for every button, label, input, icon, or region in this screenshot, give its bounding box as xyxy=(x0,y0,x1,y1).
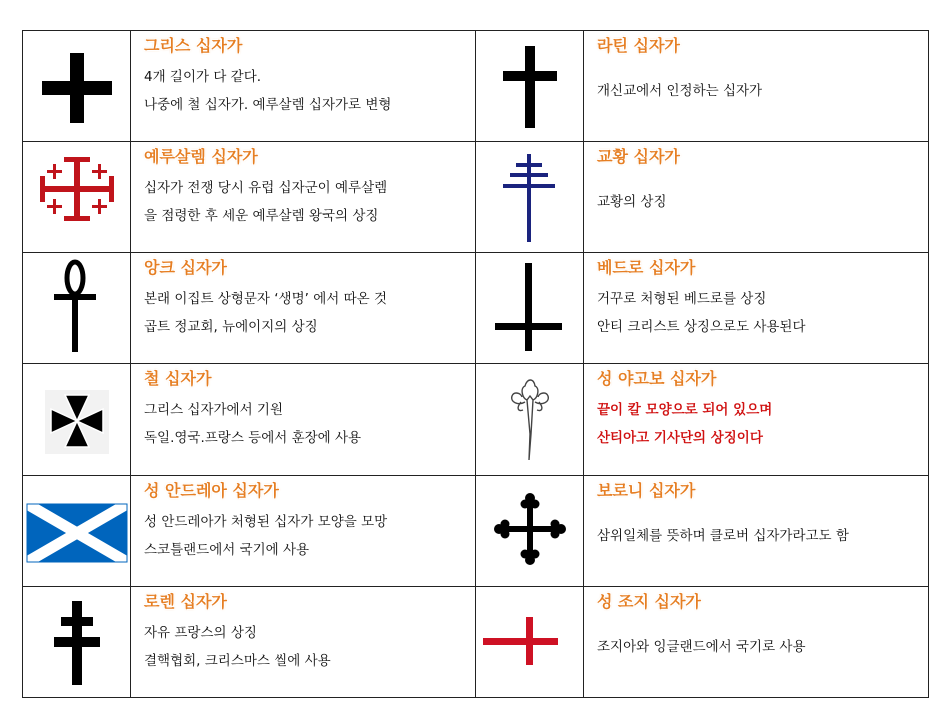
latin-cross-icon xyxy=(476,31,583,141)
desc-line: 삼위일체를 뜻하며 클로버 십자가라고도 함 xyxy=(597,527,849,544)
desc-line: 결핵협회, 크리스마스 씰에 사용 xyxy=(144,652,331,669)
jerusalem-cross-desc xyxy=(131,142,476,253)
lorraine-cross-cell xyxy=(23,586,131,697)
cross-title: 보로니 십자가 xyxy=(597,480,696,500)
desc-line: 거꾸로 처형된 베드로를 상징 xyxy=(597,291,767,308)
cross-title: 라틴 십자가 xyxy=(597,36,680,55)
ankh-icon xyxy=(23,253,130,363)
desc-line: 산티아고 기사단의 상징이다 xyxy=(597,430,763,447)
iron-cross-icon xyxy=(23,364,130,474)
st-george-cross-icon xyxy=(476,587,583,697)
greek-cross-cell xyxy=(23,31,131,142)
cross-title: 베드로 십자가 xyxy=(597,258,696,278)
desc-line: 개신교에서 인정하는 십자가 xyxy=(597,83,763,99)
cross-title: 예루살렘 십자가 xyxy=(144,147,258,167)
st-andrew-cross-icon xyxy=(23,476,130,586)
lorraine-cross-icon xyxy=(23,587,130,697)
cross-title: 성 야고보 십자가 xyxy=(597,369,717,389)
jerusalem-cross-icon xyxy=(23,142,130,252)
st-george-cross-desc xyxy=(584,586,929,697)
table-row xyxy=(23,31,929,142)
desc-line: 본래 이집트 상형문자 ‘생명’ 에서 따온 것 xyxy=(144,291,387,308)
papal-cross-desc xyxy=(584,142,929,253)
desc-line: 끝이 칼 모양으로 되어 있으며 xyxy=(597,402,773,419)
cross-title: 성 안드레아 십자가 xyxy=(144,480,279,500)
desc-line: 안티 크리스트 상징으로도 사용된다 xyxy=(597,319,806,336)
st-andrew-cross-cell xyxy=(23,475,131,586)
table-row xyxy=(23,142,929,253)
desc-line: 곱트 정교회, 뉴에이지의 상징 xyxy=(144,319,318,336)
table-row xyxy=(23,253,929,364)
table-row xyxy=(23,364,929,475)
desc-line: 4개 길이가 다 같다. xyxy=(144,69,262,85)
st-james-cross-cell xyxy=(476,364,584,475)
papal-cross-icon xyxy=(476,142,583,252)
cross-title: 성 조지 십자가 xyxy=(597,591,701,611)
desc-line: 교황의 상징 xyxy=(597,194,667,211)
papal-cross-cell xyxy=(476,142,584,253)
greek-cross-desc xyxy=(131,31,476,142)
st-george-cross-cell xyxy=(476,586,584,697)
jerusalem-cross-cell xyxy=(23,142,131,253)
st-andrew-cross-desc xyxy=(131,475,476,586)
botonee-cross-desc xyxy=(584,475,929,586)
ankh-cell xyxy=(23,253,131,364)
table-row xyxy=(23,586,929,697)
st-peter-cross-icon xyxy=(476,253,583,363)
st-peter-cross-cell xyxy=(476,253,584,364)
cross-types-table xyxy=(22,30,929,698)
desc-line: 십자가 전쟁 당시 유럽 십자군이 예루살렘 xyxy=(144,180,388,197)
desc-line: 자유 프랑스의 상징 xyxy=(144,624,257,641)
desc-line: 성 안드레아가 처형된 십자가 모양을 모망 xyxy=(144,513,388,530)
cross-title: 교황 십자가 xyxy=(597,147,680,167)
st-james-cross-icon xyxy=(476,364,583,474)
latin-cross-desc xyxy=(584,31,929,142)
desc-line: 나중에 철 십자가. 예루살렘 십자가로 변형 xyxy=(144,97,392,113)
st-james-cross-desc xyxy=(584,364,929,475)
iron-cross-desc xyxy=(131,364,476,475)
cross-title: 앙크 십자가 xyxy=(144,258,227,278)
latin-cross-cell xyxy=(476,31,584,142)
desc-line: 스코틀랜드에서 국기에 사용 xyxy=(144,541,310,558)
table-row xyxy=(23,475,929,586)
botonee-cross-cell xyxy=(476,475,584,586)
st-peter-cross-desc xyxy=(584,253,929,364)
botonee-cross-icon xyxy=(476,476,583,586)
desc-line: 독일.영국.프랑스 등에서 훈장에 사용 xyxy=(144,430,362,447)
greek-cross-icon xyxy=(23,31,130,141)
lorraine-cross-desc xyxy=(131,586,476,697)
cross-title: 철 십자가 xyxy=(144,369,212,389)
iron-cross-cell xyxy=(23,364,131,475)
desc-line: 조지아와 잉글랜드에서 국기로 사용 xyxy=(597,638,806,655)
cross-title: 로렌 십자가 xyxy=(144,591,227,611)
ankh-desc xyxy=(131,253,476,364)
cross-title: 그리스 십자가 xyxy=(144,36,243,55)
desc-line: 을 점령한 후 세운 예루살렘 왕국의 상징 xyxy=(144,208,379,225)
desc-line: 그리스 십자가에서 기원 xyxy=(144,402,283,419)
